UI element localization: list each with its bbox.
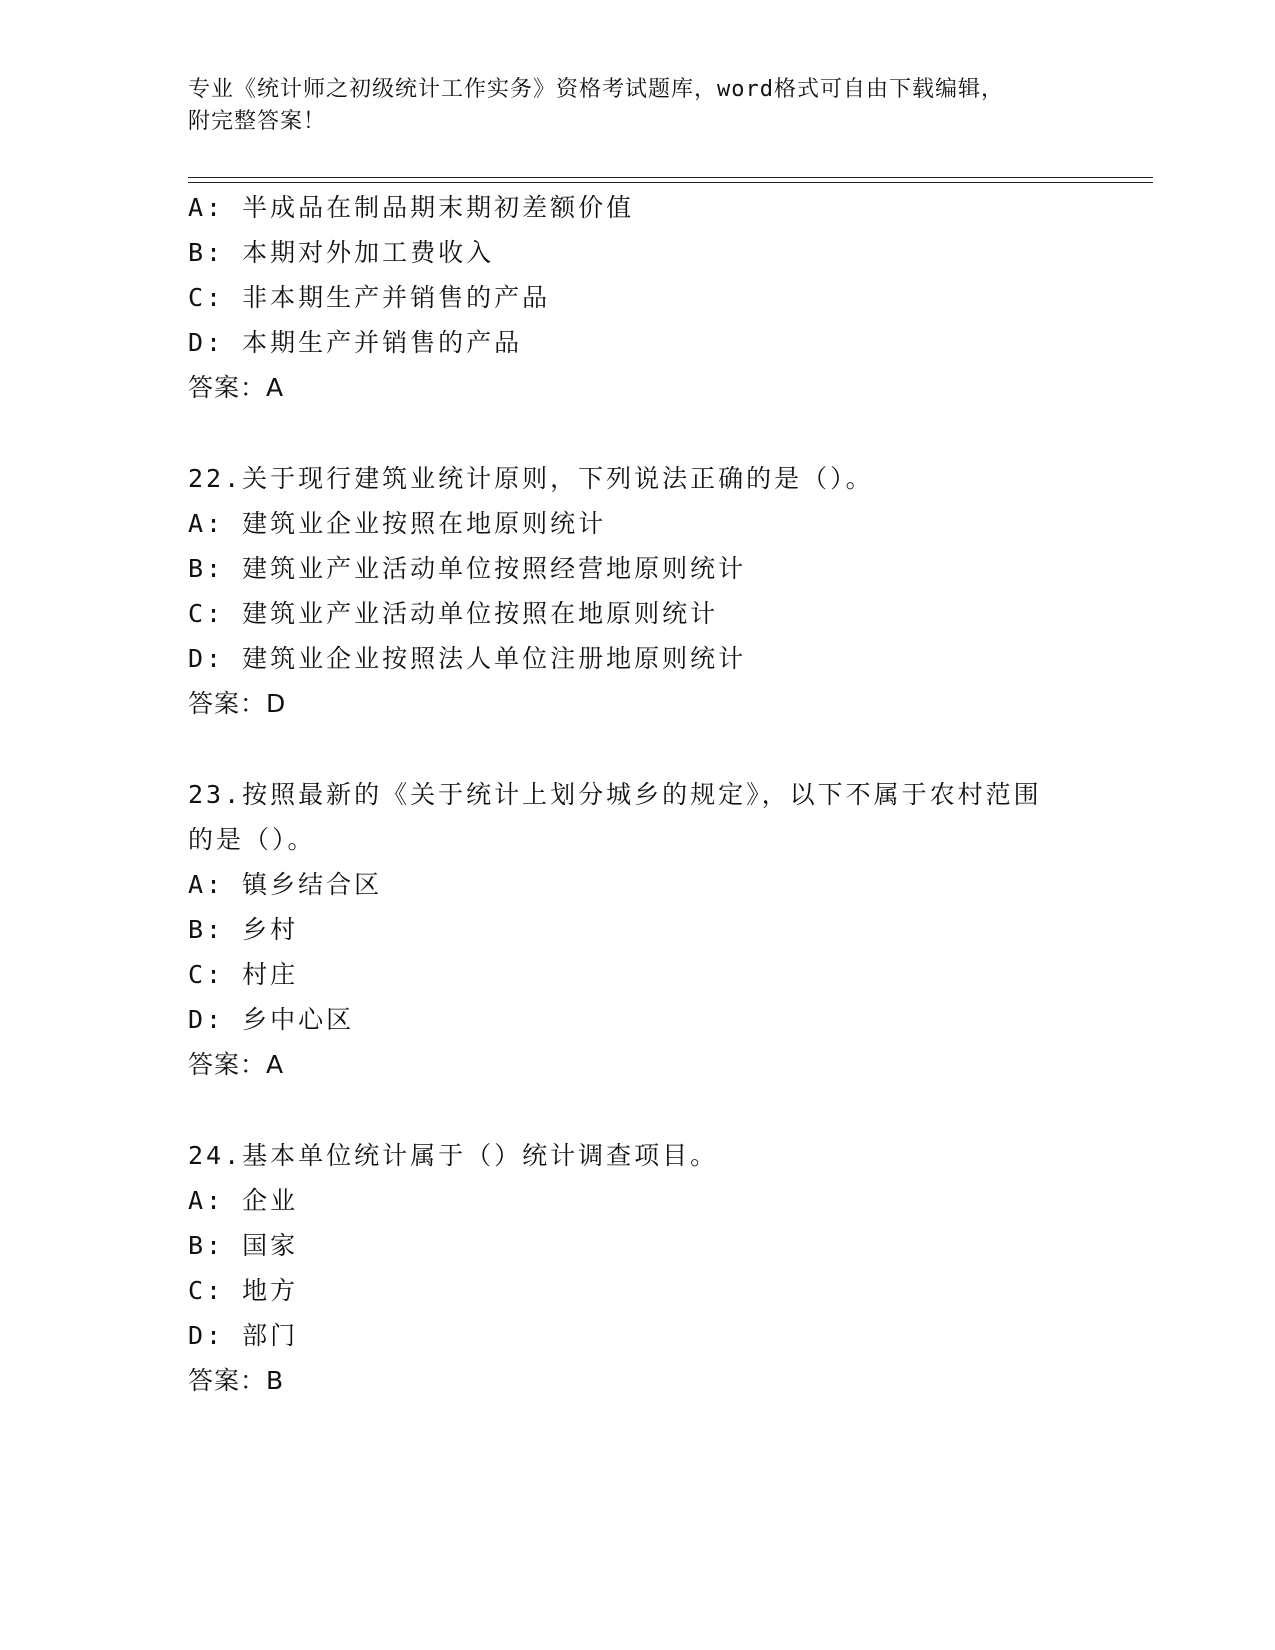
- q21-answer: 答案：A: [188, 373, 285, 402]
- q22-option-d: D: 建筑业企业按照法人单位注册地原则统计: [188, 644, 747, 673]
- q23-option-b: B: 乡村: [188, 915, 299, 944]
- q24-option-c: C: 地方: [188, 1276, 299, 1305]
- q23-answer: 答案：A: [188, 1050, 285, 1079]
- q22-question: 22.关于现行建筑业统计原则，下列说法正确的是（）。: [188, 464, 874, 493]
- q24-option-a: A: 企业: [188, 1186, 299, 1215]
- q24-option-b: B: 国家: [188, 1231, 299, 1260]
- q22-option-c: C: 建筑业产业活动单位按照在地原则统计: [188, 599, 719, 628]
- q24-answer: 答案：B: [188, 1366, 285, 1395]
- q23-option-d: D: 乡中心区: [188, 1005, 355, 1034]
- header-line-2: 附完整答案！: [188, 109, 327, 134]
- q23-question-line-2: 的是（）。: [188, 825, 316, 854]
- header-line-1: 专业《统计师之初级统计工作实务》资格考试题库，word格式可自由下载编辑，: [188, 77, 1004, 102]
- q24-option-d: D: 部门: [188, 1321, 299, 1350]
- q21-option-c: C: 非本期生产并销售的产品: [188, 283, 551, 312]
- header-divider-bottom: [188, 182, 1153, 183]
- header-divider-top: [188, 177, 1153, 178]
- q23-option-c: C: 村庄: [188, 960, 299, 989]
- document-header: [188, 74, 1068, 138]
- q23-question-line-1: 23.按照最新的《关于统计上划分城乡的规定》，以下不属于农村范围: [188, 780, 1042, 809]
- q23-option-a: A: 镇乡结合区: [188, 870, 383, 899]
- q21-option-b: B: 本期对外加工费收入: [188, 238, 495, 267]
- q21-option-a: A: 半成品在制品期末期初差额价值: [188, 193, 635, 222]
- q22-answer: 答案：D: [188, 689, 287, 718]
- q22-option-b: B: 建筑业产业活动单位按照经营地原则统计: [188, 554, 747, 583]
- q24-question: 24.基本单位统计属于（）统计调查项目。: [188, 1141, 719, 1170]
- q21-option-d: D: 本期生产并销售的产品: [188, 328, 523, 357]
- q22-option-a: A: 建筑业企业按照在地原则统计: [188, 509, 607, 538]
